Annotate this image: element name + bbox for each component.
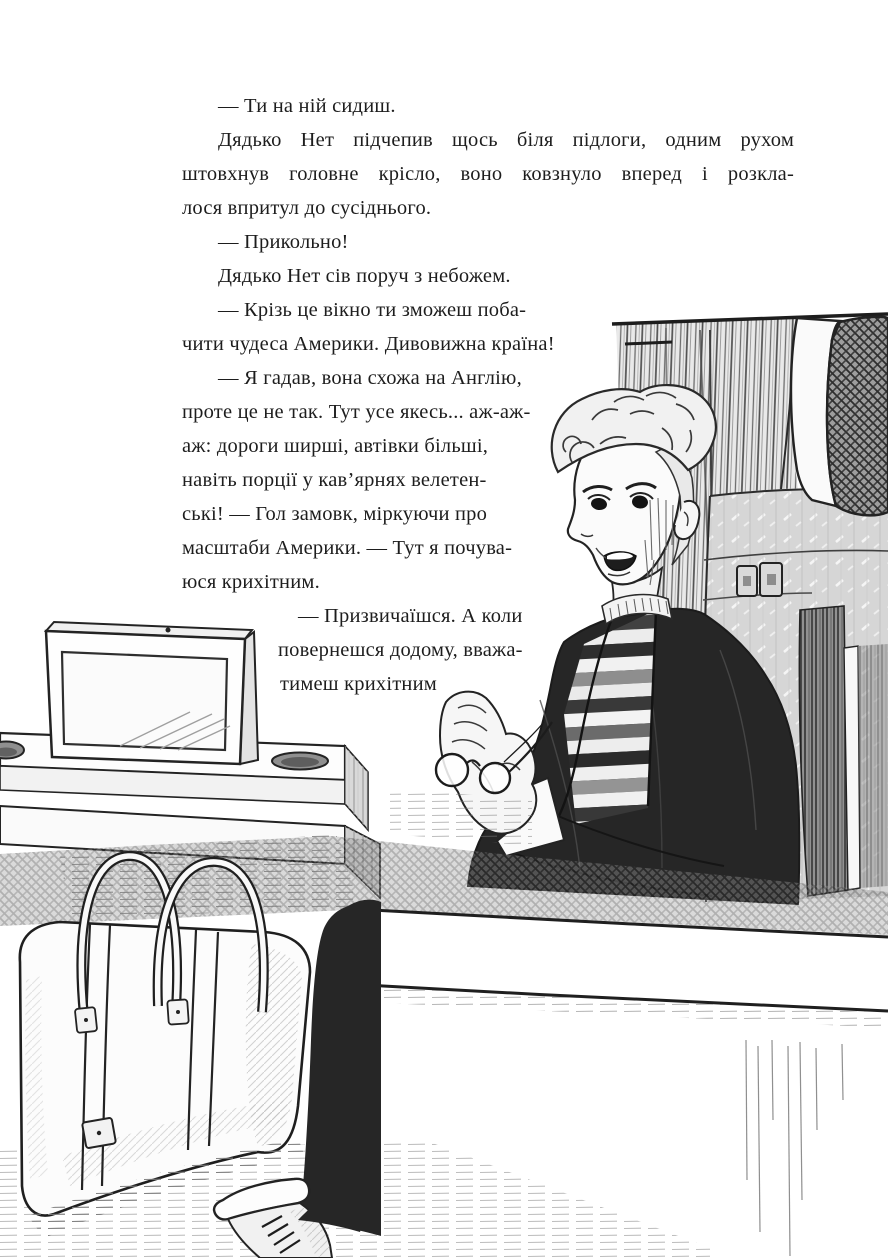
- text-line-9: — Я гадав, вона схожа на Англію,: [218, 367, 522, 389]
- text-line-14: масштаби Америки. — Тут я почува-: [182, 537, 513, 559]
- text-line-8: чити чудеса Америки. Дивовижна країна!: [182, 333, 555, 355]
- text-line-3: штовхнув головне крісло, воно ковзнуло вперед і розкла-: [182, 163, 794, 185]
- text-line-4: лося впритул до сусіднього.: [182, 197, 432, 219]
- text-line-5: — Прикольно!: [218, 231, 349, 253]
- text-line-15: юся крихітним.: [182, 571, 320, 593]
- text-line-16: — Призвичаїшся. А коли: [298, 605, 523, 627]
- text-line-6: Дядько Нет сів поруч з небожем.: [218, 265, 511, 287]
- text-line-1: — Ти на ній сидиш.: [218, 95, 396, 117]
- text-line-12: навіть порції у кав’ярнях велетен-: [182, 469, 487, 491]
- text-line-17: повернешся додому, вважа-: [278, 639, 523, 661]
- text-line-7: — Крізь це вікно ти зможеш поба-: [218, 299, 527, 321]
- text-line-2: Дядько Нет підчепив щось біля підлоги, одним рухом: [218, 129, 794, 151]
- text-line-18: тимеш крихітним: [280, 673, 437, 695]
- text-line-10: проте це не так. Тут усе якесь... аж-аж-: [182, 401, 531, 423]
- text-line-11: аж: дороги ширші, автівки більші,: [182, 435, 489, 457]
- text-line-13: ські! — Гол замовк, міркуючи про: [182, 503, 488, 525]
